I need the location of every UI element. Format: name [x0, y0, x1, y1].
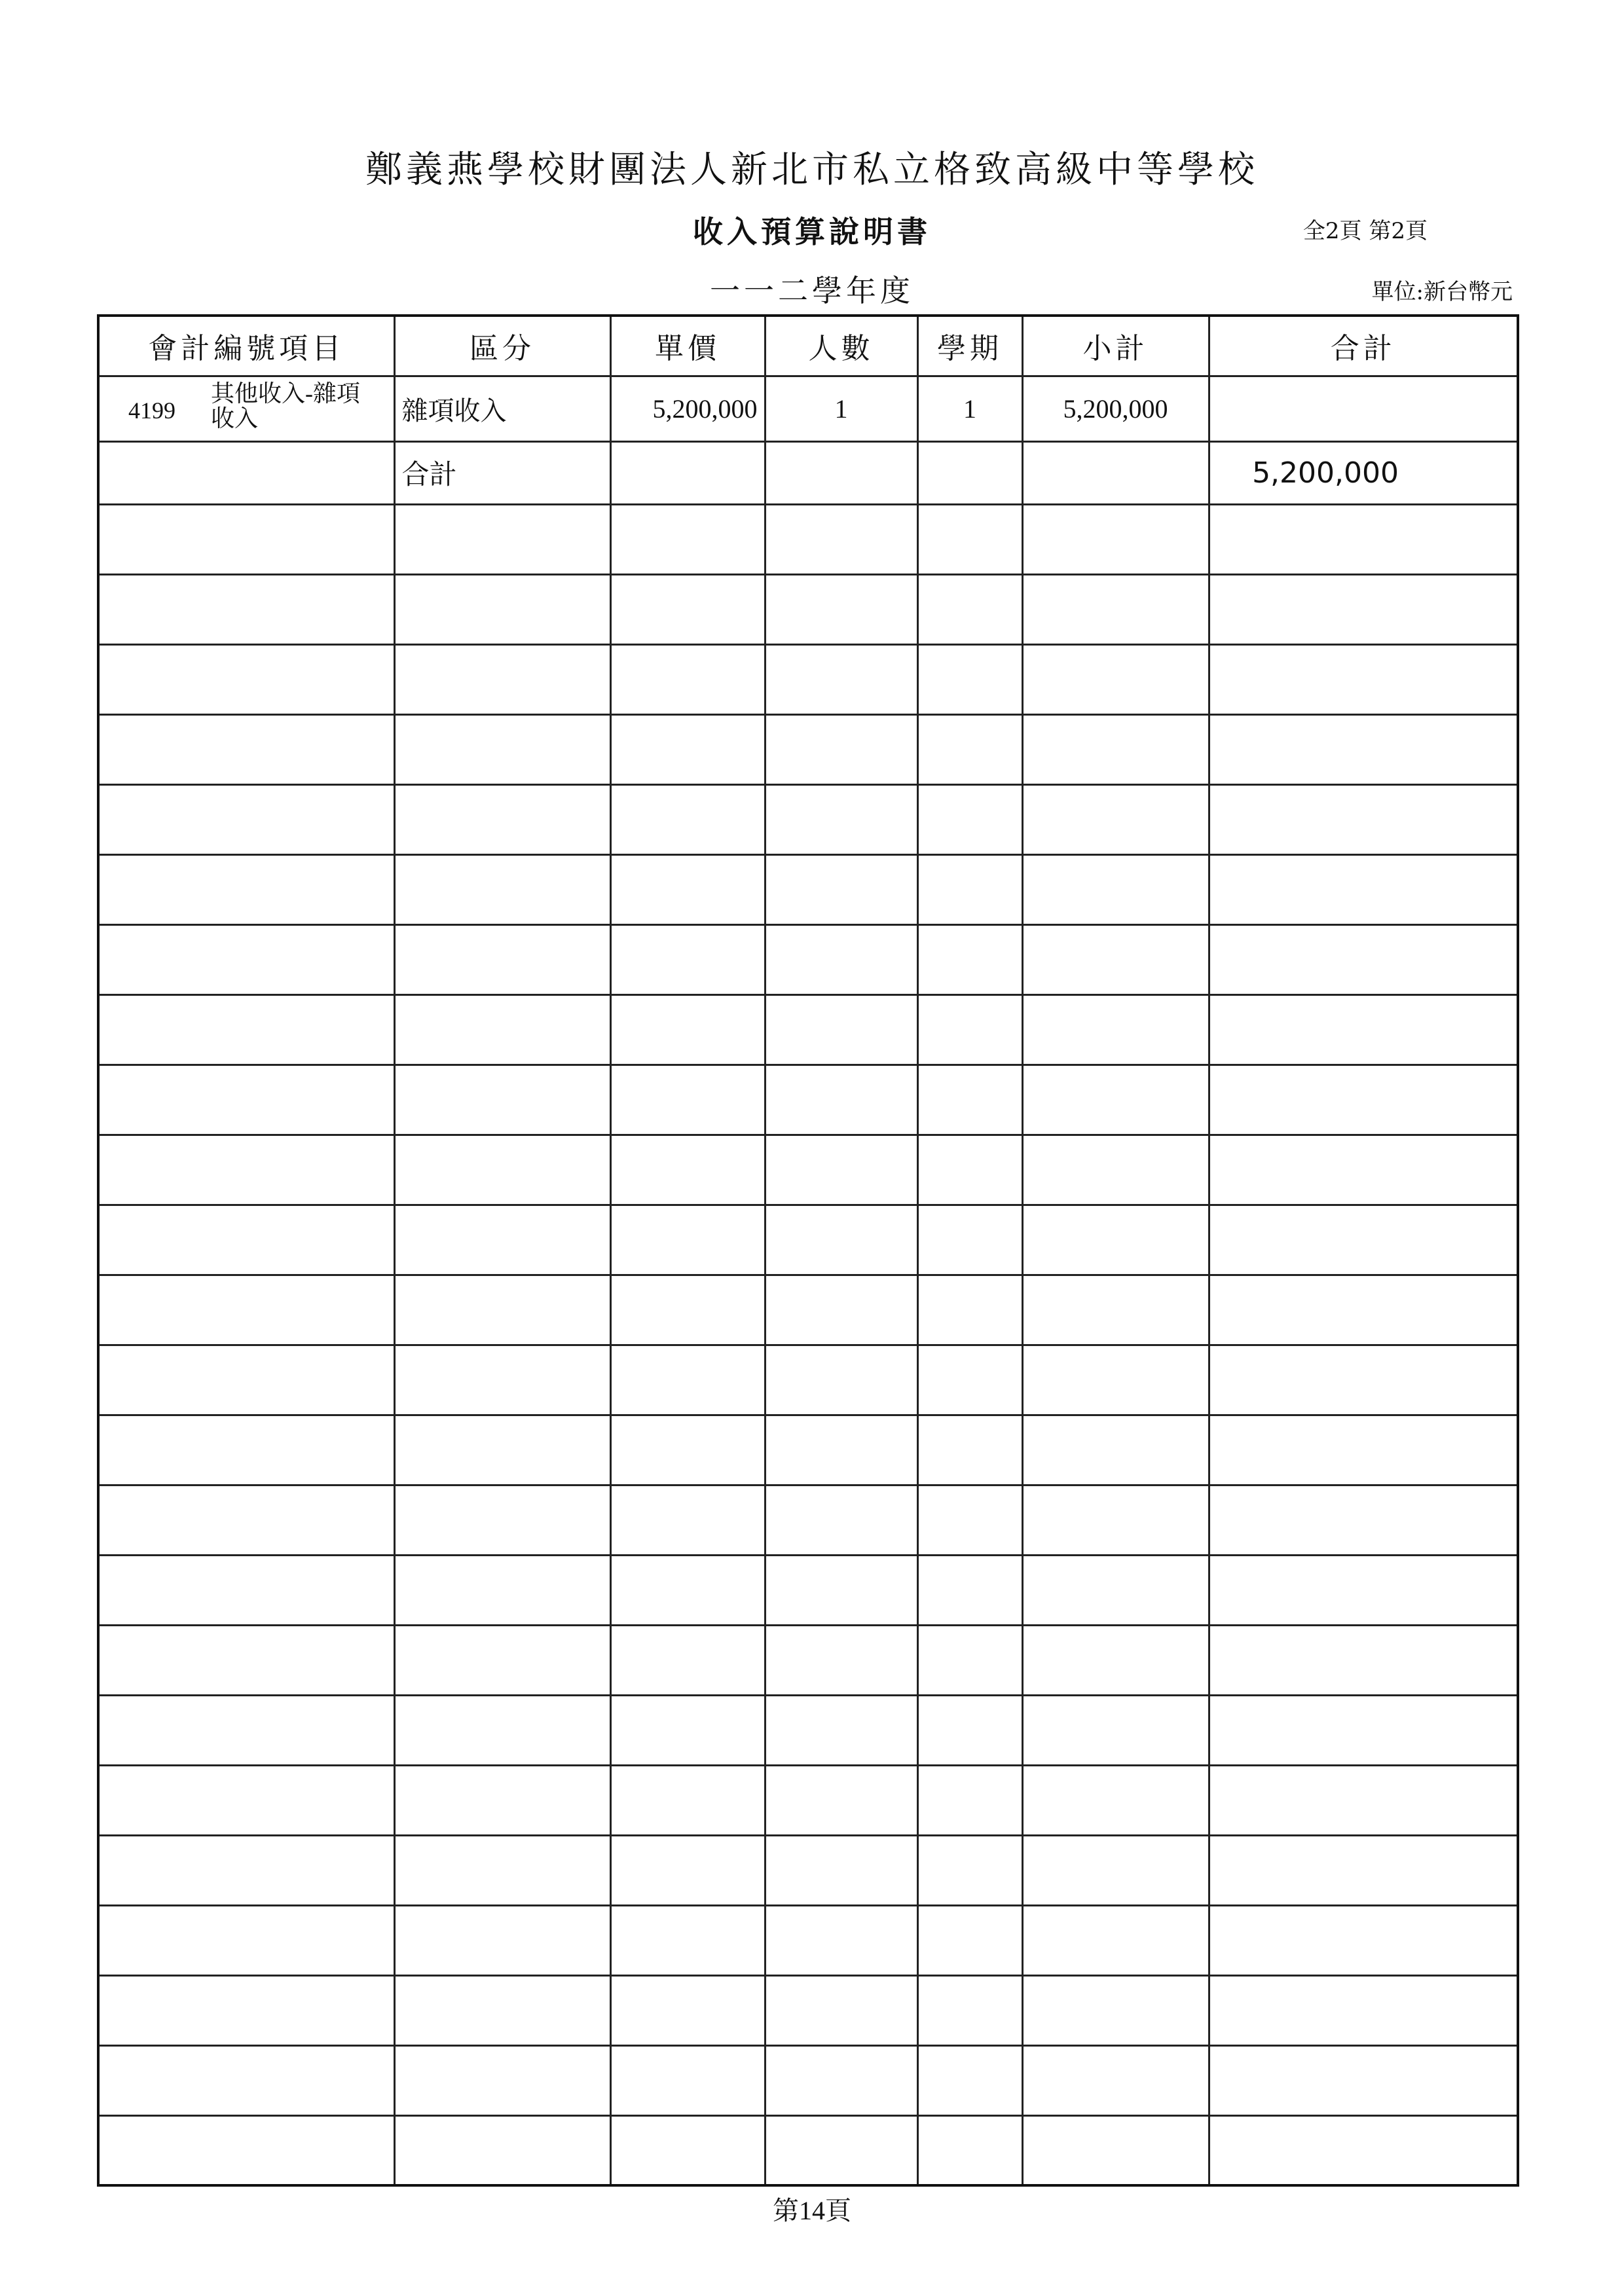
- empty-cell: [394, 1765, 610, 1835]
- empty-cell: [765, 1905, 917, 1975]
- blank-row: [98, 1905, 1518, 1975]
- people-cell: 1: [765, 376, 917, 441]
- empty-cell: [610, 1765, 765, 1835]
- empty-cell: [1022, 2045, 1209, 2115]
- empty-cell: [917, 441, 1022, 504]
- empty-cell: [394, 2045, 610, 2115]
- empty-cell: [917, 1555, 1022, 1625]
- empty-cell: [1209, 1555, 1518, 1625]
- empty-cell: [1022, 1135, 1209, 1205]
- empty-cell: [1209, 1835, 1518, 1905]
- empty-cell: [765, 441, 917, 504]
- empty-cell: [394, 1695, 610, 1765]
- empty-cell: [1022, 924, 1209, 994]
- empty-cell: [1022, 1765, 1209, 1835]
- empty-cell: [1209, 644, 1518, 714]
- document-title: 收入預算說明書: [693, 214, 931, 249]
- empty-cell: [394, 714, 610, 784]
- blank-row: [98, 1975, 1518, 2045]
- empty-cell: [1209, 1485, 1518, 1555]
- empty-cell: [610, 1205, 765, 1275]
- empty-cell: [98, 2115, 394, 2185]
- empty-cell: [610, 1135, 765, 1205]
- blank-row: [98, 1415, 1518, 1485]
- empty-cell: [1209, 714, 1518, 784]
- empty-cell: [610, 784, 765, 854]
- empty-cell: [1022, 644, 1209, 714]
- empty-cell: [1022, 1485, 1209, 1555]
- empty-cell: [917, 1625, 1022, 1695]
- empty-cell: [610, 1835, 765, 1905]
- empty-cell: [394, 2115, 610, 2185]
- column-header: 單價: [610, 316, 765, 376]
- empty-cell: [765, 2115, 917, 2185]
- column-header: 合計: [1209, 316, 1518, 376]
- empty-cell: [610, 1555, 765, 1625]
- blank-row: [98, 1135, 1518, 1205]
- empty-cell: [1209, 504, 1518, 574]
- blank-row: [98, 2115, 1518, 2185]
- empty-cell: [98, 441, 394, 504]
- empty-cell: [1022, 1205, 1209, 1275]
- empty-cell: [1022, 1345, 1209, 1415]
- empty-cell: [394, 1065, 610, 1135]
- school-name: 鄭義燕學校財團法人新北市私立格致高級中等學校: [365, 149, 1259, 191]
- blank-row: [98, 2045, 1518, 2115]
- empty-cell: [1209, 574, 1518, 644]
- empty-cell: [98, 1065, 394, 1135]
- category-cell: 雜項收入: [394, 376, 610, 441]
- empty-cell: [765, 714, 917, 784]
- fiscal-year: 一一二學年度: [710, 273, 914, 308]
- empty-cell: [765, 1065, 917, 1135]
- empty-cell: [1022, 1975, 1209, 2045]
- empty-cell: [917, 1485, 1022, 1555]
- empty-cell: [917, 1205, 1022, 1275]
- empty-cell: [765, 1205, 917, 1275]
- blank-row: [98, 854, 1518, 924]
- empty-cell: [394, 1905, 610, 1975]
- empty-cell: [610, 924, 765, 994]
- empty-cell: [610, 1485, 765, 1555]
- grand-total: 5,200,000: [1209, 441, 1518, 504]
- empty-cell: [394, 644, 610, 714]
- blank-row: [98, 1485, 1518, 1555]
- empty-cell: [98, 1765, 394, 1835]
- empty-cell: [765, 1345, 917, 1415]
- empty-cell: [765, 1135, 917, 1205]
- empty-cell: [917, 2115, 1022, 2185]
- empty-cell: [394, 574, 610, 644]
- table-header-row: [98, 316, 1518, 376]
- empty-cell: [765, 644, 917, 714]
- empty-cell: [917, 1065, 1022, 1135]
- empty-cell: [917, 1415, 1022, 1485]
- empty-cell: [610, 854, 765, 924]
- empty-cell: [765, 784, 917, 854]
- empty-cell: [1209, 1345, 1518, 1415]
- empty-cell: [394, 1345, 610, 1415]
- empty-cell: [610, 1625, 765, 1695]
- empty-cell: [1022, 504, 1209, 574]
- empty-cell: [98, 2045, 394, 2115]
- blank-row: [98, 994, 1518, 1065]
- blank-row: [98, 1275, 1518, 1345]
- empty-cell: [1022, 1905, 1209, 1975]
- empty-cell: [1022, 1835, 1209, 1905]
- empty-cell: [610, 574, 765, 644]
- empty-cell: [917, 1345, 1022, 1415]
- empty-cell: [765, 1275, 917, 1345]
- empty-cell: [610, 714, 765, 784]
- empty-cell: [917, 1905, 1022, 1975]
- column-header: 區分: [394, 316, 610, 376]
- empty-cell: [917, 924, 1022, 994]
- empty-cell: [98, 644, 394, 714]
- empty-cell: [98, 1345, 394, 1415]
- empty-cell: [1022, 1555, 1209, 1625]
- empty-cell: [765, 574, 917, 644]
- empty-cell: [394, 854, 610, 924]
- empty-cell: [765, 504, 917, 574]
- empty-cell: [1209, 784, 1518, 854]
- empty-cell: [765, 1835, 917, 1905]
- empty-cell: [917, 994, 1022, 1065]
- account-code: 4199: [128, 397, 175, 424]
- empty-cell: [610, 994, 765, 1065]
- empty-cell: [394, 1275, 610, 1345]
- unit-price-cell: 5,200,000: [610, 376, 765, 441]
- blank-row: [98, 924, 1518, 994]
- empty-cell: [1209, 1905, 1518, 1975]
- empty-cell: [98, 1275, 394, 1345]
- empty-cell: [610, 1275, 765, 1345]
- account-code-cell: [98, 376, 394, 441]
- empty-cell: [1022, 1625, 1209, 1695]
- empty-cell: [1209, 1065, 1518, 1135]
- empty-cell: [1022, 1275, 1209, 1345]
- table-row: [98, 376, 1518, 441]
- subtotal-cell: 5,200,000: [1022, 376, 1209, 441]
- empty-cell: [98, 714, 394, 784]
- empty-cell: [1022, 994, 1209, 1065]
- empty-cell: [394, 1485, 610, 1555]
- empty-cell: [1209, 1135, 1518, 1205]
- budget-table: [97, 314, 1519, 2187]
- empty-cell: [1209, 854, 1518, 924]
- empty-cell: [610, 1415, 765, 1485]
- empty-cell: [917, 1975, 1022, 2045]
- blank-row: [98, 644, 1518, 714]
- empty-cell: [1209, 1275, 1518, 1345]
- empty-cell: [917, 2045, 1022, 2115]
- empty-cell: [917, 1135, 1022, 1205]
- empty-cell: [917, 854, 1022, 924]
- column-header: 學期: [917, 316, 1022, 376]
- account-name: 其他收入-雜項收入: [211, 380, 360, 431]
- empty-cell: [610, 1975, 765, 2045]
- empty-cell: [610, 2115, 765, 2185]
- empty-cell: [765, 854, 917, 924]
- empty-cell: [394, 1135, 610, 1205]
- empty-cell: [1022, 784, 1209, 854]
- empty-cell: [1022, 1695, 1209, 1765]
- empty-cell: [98, 574, 394, 644]
- empty-cell: [1022, 574, 1209, 644]
- empty-cell: [98, 504, 394, 574]
- empty-cell: [394, 1625, 610, 1695]
- empty-cell: [765, 1695, 917, 1765]
- total-cell: [1209, 376, 1518, 441]
- empty-cell: [610, 1065, 765, 1135]
- empty-cell: [98, 1135, 394, 1205]
- currency-unit: 單位:新台幣元: [1371, 279, 1513, 305]
- empty-cell: [98, 854, 394, 924]
- empty-cell: [394, 1975, 610, 2045]
- empty-cell: [917, 504, 1022, 574]
- empty-cell: [394, 784, 610, 854]
- empty-cell: [1209, 1625, 1518, 1695]
- blank-row: [98, 1765, 1518, 1835]
- empty-cell: [917, 1695, 1022, 1765]
- empty-cell: [610, 441, 765, 504]
- blank-row: [98, 1695, 1518, 1765]
- empty-cell: [1209, 1205, 1518, 1275]
- empty-cell: [394, 924, 610, 994]
- blank-row: [98, 1625, 1518, 1695]
- empty-cell: [1209, 1765, 1518, 1835]
- blank-row: [98, 1555, 1518, 1625]
- total-row: [98, 441, 1518, 504]
- empty-cell: [610, 2045, 765, 2115]
- empty-cell: [1209, 994, 1518, 1065]
- page-number: 第14頁: [773, 2196, 851, 2225]
- empty-cell: [765, 1975, 917, 2045]
- empty-cell: [765, 1555, 917, 1625]
- empty-cell: [394, 1205, 610, 1275]
- empty-cell: [98, 784, 394, 854]
- empty-cell: [1209, 2045, 1518, 2115]
- empty-cell: [765, 1485, 917, 1555]
- empty-cell: [1209, 924, 1518, 994]
- empty-cell: [98, 1905, 394, 1975]
- empty-cell: [394, 1415, 610, 1485]
- empty-cell: [1022, 854, 1209, 924]
- blank-row: [98, 1065, 1518, 1135]
- empty-cell: [1209, 1695, 1518, 1765]
- empty-cell: [917, 1765, 1022, 1835]
- empty-cell: [1022, 2115, 1209, 2185]
- empty-cell: [917, 784, 1022, 854]
- blank-row: [98, 1205, 1518, 1275]
- semester-cell: 1: [917, 376, 1022, 441]
- empty-cell: [610, 1695, 765, 1765]
- empty-cell: [917, 574, 1022, 644]
- empty-cell: [917, 644, 1022, 714]
- empty-cell: [765, 2045, 917, 2115]
- page-count: 全2頁 第2頁: [1302, 218, 1428, 244]
- empty-cell: [98, 994, 394, 1065]
- empty-cell: [1209, 1975, 1518, 2045]
- empty-cell: [1022, 1065, 1209, 1135]
- empty-cell: [610, 644, 765, 714]
- empty-cell: [917, 1275, 1022, 1345]
- empty-cell: [98, 1485, 394, 1555]
- total-label: 合計: [394, 441, 610, 504]
- column-header: 會計編號項目: [98, 316, 394, 376]
- empty-cell: [394, 1555, 610, 1625]
- empty-cell: [98, 1835, 394, 1905]
- empty-cell: [98, 1975, 394, 2045]
- empty-cell: [394, 1835, 610, 1905]
- empty-cell: [98, 1625, 394, 1695]
- empty-cell: [98, 1415, 394, 1485]
- empty-cell: [917, 1835, 1022, 1905]
- empty-cell: [1209, 2115, 1518, 2185]
- empty-cell: [610, 1345, 765, 1415]
- blank-row: [98, 1345, 1518, 1415]
- blank-row: [98, 574, 1518, 644]
- column-header: 小計: [1022, 316, 1209, 376]
- empty-cell: [98, 1695, 394, 1765]
- empty-cell: [98, 1205, 394, 1275]
- empty-cell: [765, 1765, 917, 1835]
- blank-row: [98, 1835, 1518, 1905]
- empty-cell: [765, 1415, 917, 1485]
- blank-rows: [98, 504, 1518, 2185]
- column-header: 人數: [765, 316, 917, 376]
- empty-cell: [1022, 714, 1209, 784]
- empty-cell: [98, 924, 394, 994]
- empty-cell: [1209, 1415, 1518, 1485]
- blank-row: [98, 714, 1518, 784]
- empty-cell: [1022, 441, 1209, 504]
- empty-cell: [610, 1905, 765, 1975]
- empty-cell: [917, 714, 1022, 784]
- empty-cell: [610, 504, 765, 574]
- empty-cell: [1022, 1415, 1209, 1485]
- empty-cell: [765, 994, 917, 1065]
- empty-cell: [394, 504, 610, 574]
- blank-row: [98, 784, 1518, 854]
- empty-cell: [765, 1625, 917, 1695]
- empty-cell: [765, 924, 917, 994]
- blank-row: [98, 504, 1518, 574]
- empty-cell: [394, 994, 610, 1065]
- empty-cell: [98, 1555, 394, 1625]
